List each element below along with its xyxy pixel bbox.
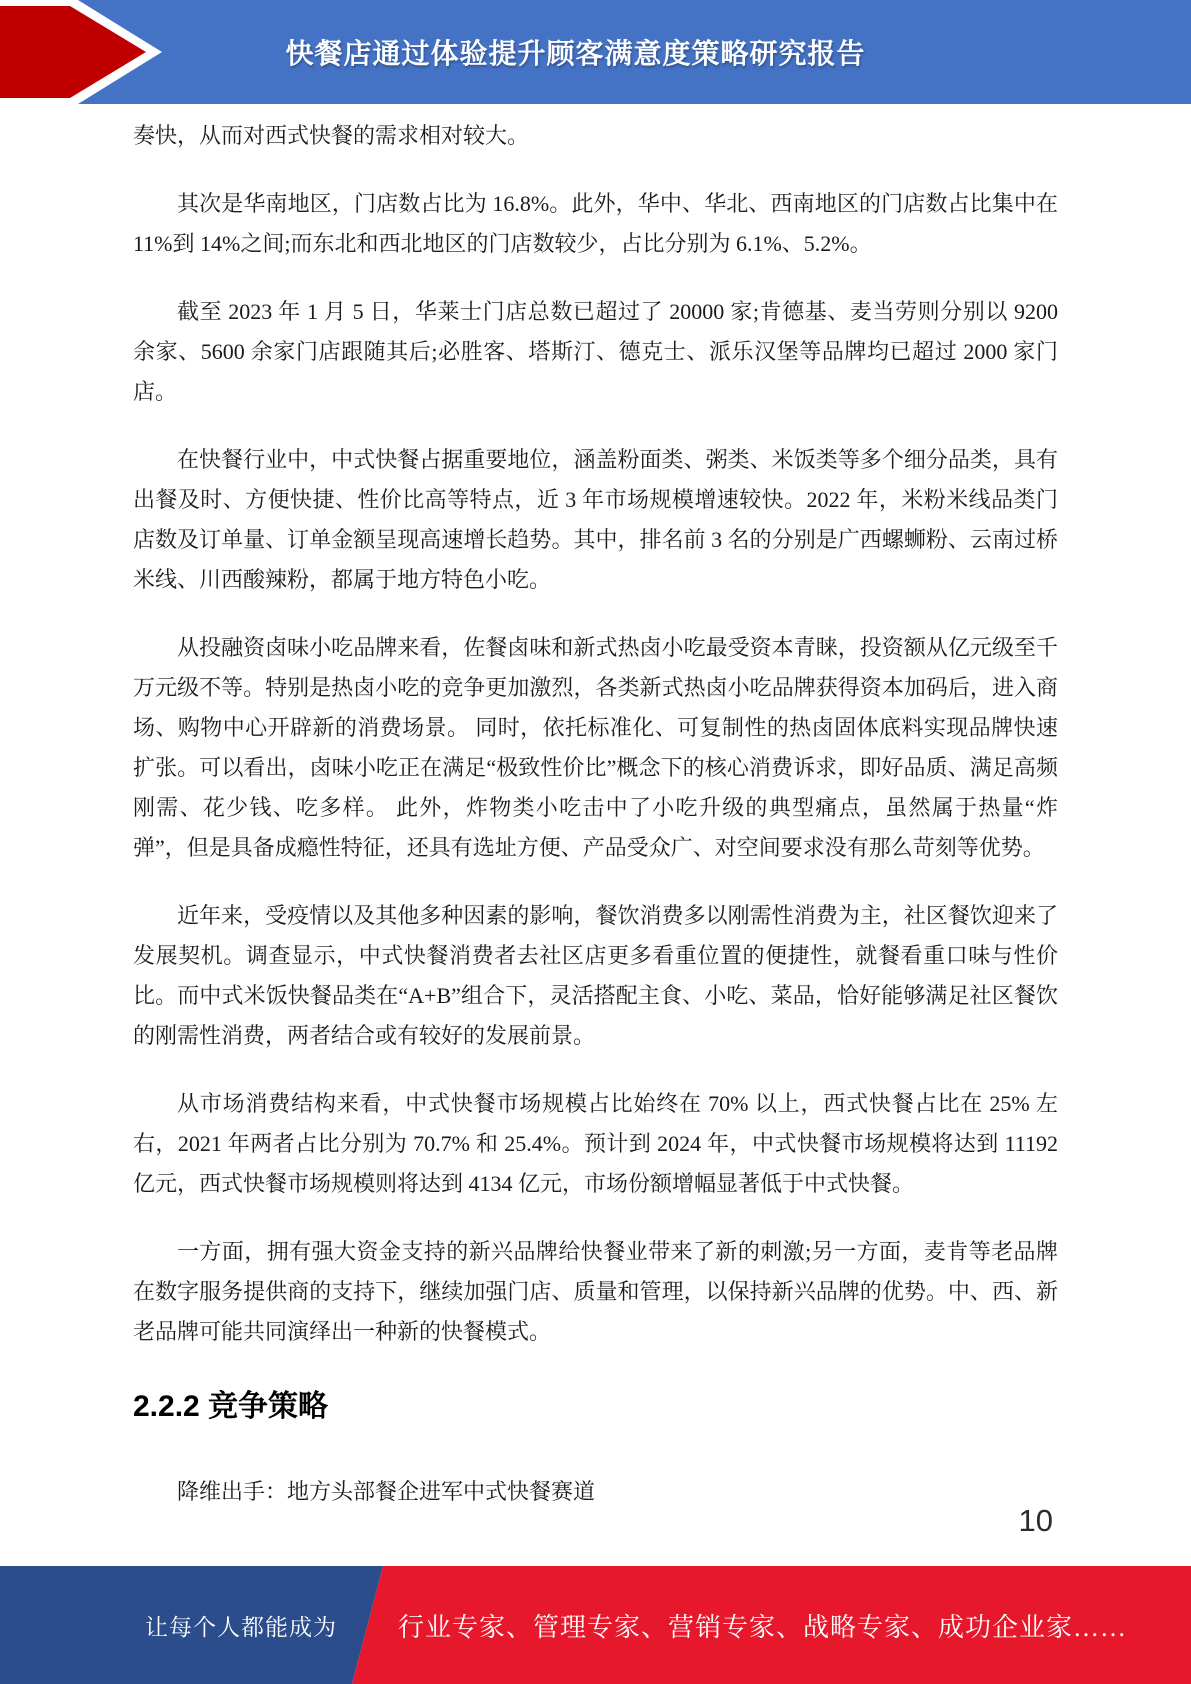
- paragraph: 从市场消费结构来看，中式快餐市场规模占比始终在 70% 以上，西式快餐占比在 25% 左右，2021 年两者占比分别为 70.7% 和 25.4%。预计到 2024 年，中式快餐市场规模将达到 11192 亿元，西式快餐市场规模则将达到 4134 亿元，市场份额增幅显著低于中式快餐。: [133, 1091, 1058, 1196]
- paragraph: 一方面，拥有强大资金支持的新兴品牌给快餐业带来了新的刺激;另一方面，麦肯等老品牌在数字服务提供商的支持下，继续加强门店、质量和管理，以保持新兴品牌的优势。中、西、新老品牌可能共同演绎出一种新的快餐模式。: [133, 1239, 1058, 1344]
- paragraph: 截至 2023 年 1 月 5 日，华莱士门店总数已超过了 20000 家;肯德基、麦当劳则分别以 9200 余家、5600 余家门店跟随其后;必胜客、塔斯汀、德克士、派乐汉堡等品牌均已超过 2000 家门店。: [133, 299, 1058, 404]
- paragraph: 从投融资卤味小吃品牌来看，佐餐卤味和新式热卤小吃最受资本青睐，投资额从亿元级至千万元级不等。特别是热卤小吃的竞争更加激烈，各类新式热卤小吃品牌获得资本加码后，进入商场、购物中心开辟新的消费场景。 同时，依托标准化、可复制性的热卤固体底料实现品牌快速扩张。可以看出，卤味小吃正在满足“极致性价比”概念下的核心消费诉求，即好品质、满足高频刚需、花少钱、吃多样。 此外，炸物类小吃击中了小吃升级的典型痛点，虽然属于热量“炸弹”，但是具备成瘾性特征，还具有选址方便、产品受众广、对空间要求没有那么苛刻等优势。: [133, 635, 1058, 860]
- report-title: 快餐店通过体验提升顾客满意度策略研究报告: [285, 38, 866, 69]
- footer-slogan-right: 行业专家、管理专家、营销专家、战略专家、成功企业家……: [398, 1612, 1128, 1642]
- red-arrow-icon: [0, 0, 170, 104]
- section-heading: 2.2.2 竞争策略: [133, 1390, 329, 1423]
- paragraph: 其次是华南地区，门店数占比为 16.8%。此外，华中、华北、西南地区的门店数占比集中在 11%到 14%之间;而东北和西北地区的门店数较少，占比分别为 6.1%、5.2%。: [133, 191, 1058, 256]
- footer-slogan-left: 让每个人都能成为: [145, 1614, 337, 1640]
- paragraph: 在快餐行业中，中式快餐占据重要地位，涵盖粉面类、粥类、米饭类等多个细分品类，具有出餐及时、方便快捷、性价比高等特点，近 3 年市场规模增速较快。2022 年，米粉米线品类门店数及订单量、订单金额呈现高速增长趋势。其中，排名前 3 名的分别是广西螺蛳粉、云南过桥米线、川西酸辣粉，都属于地方特色小吃。: [133, 447, 1058, 592]
- paragraph: 奏快，从而对西式快餐的需求相对较大。: [133, 123, 530, 148]
- document-body: [133, 116, 1058, 1540]
- page-number: 10: [1018, 1503, 1053, 1538]
- paragraph: 近年来，受疫情以及其他多种因素的影响，餐饮消费多以刚需性消费为主，社区餐饮迎来了发展契机。调查显示，中式快餐消费者去社区店更多看重位置的便捷性，就餐看重口味与性价比。而中式米饭快餐品类在“A+B”组合下，灵活搭配主食、小吃、菜品，恰好能够满足社区餐饮的刚需性消费，两者结合或有较好的发展前景。: [133, 903, 1058, 1048]
- sub-paragraph: 降维出手：地方头部餐企进军中式快餐赛道: [177, 1478, 596, 1504]
- header-banner: [0, 0, 1191, 104]
- footer-banner: [0, 1566, 1191, 1684]
